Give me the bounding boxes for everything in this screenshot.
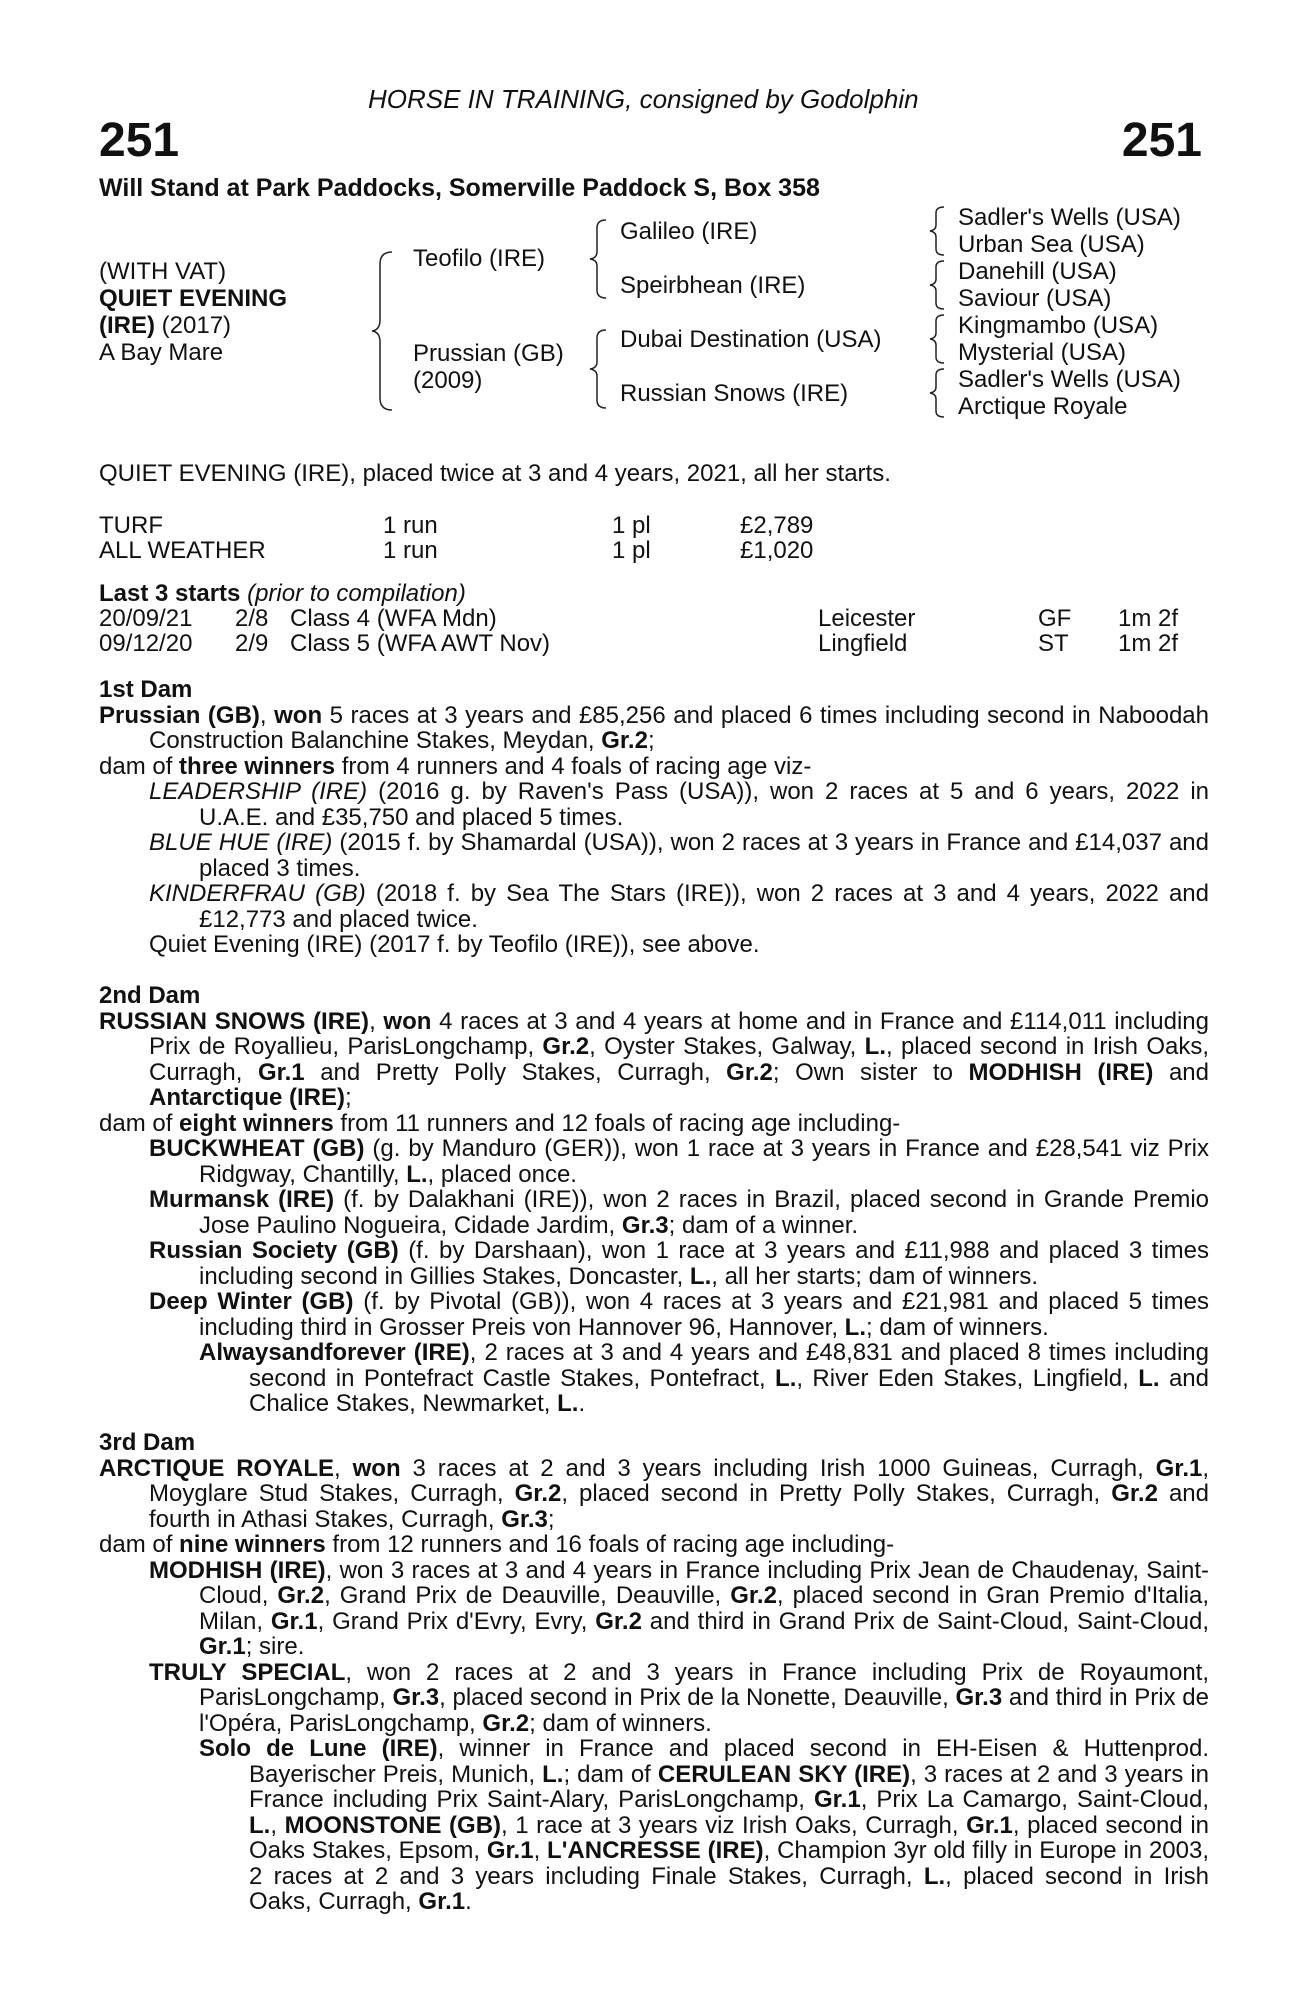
dam-sire: Dubai Destination (USA) bbox=[620, 326, 882, 353]
offspring-entry: KINDERFRAU (GB) (2018 f. by Sea The Stars (IRE)), won 2 races at 3 and 4 years, 2022 and £12,773 and placed twice. bbox=[149, 880, 1209, 933]
first-dam-heading: 1st Dam bbox=[99, 676, 193, 703]
brace-gen3-1 bbox=[928, 205, 948, 257]
brace-gen3-3 bbox=[928, 313, 948, 365]
race-summary: QUIET EVENING (IRE), placed twice at 3 and 4 years, 2021, all her starts. bbox=[99, 460, 891, 487]
record-surface: ALL WEATHER bbox=[99, 537, 266, 564]
third-dam-produce: dam of nine winners from 12 runners and 16 foals of racing age including- bbox=[99, 1531, 895, 1558]
offspring-entry: Russian Society (GB) (f. by Darshaan), won 1 race at 3 years and £11,988 and placed 3 times including second in Gillies Stakes, Doncaster, L., all her starts; dam of winners. bbox=[149, 1237, 1210, 1290]
offspring-entry: Deep Winter (GB) (f. by Pivotal (GB)), won 4 races at 3 years and £21,981 and placed 5 times including third in Grosser Preis von Hannover 96, Hannover, L.; dam of winners. bbox=[149, 1288, 1209, 1341]
start-distance: 1m 2f bbox=[1118, 605, 1179, 632]
gen3-ssd: Urban Sea (USA) bbox=[958, 231, 1145, 258]
record-runs: 1 run bbox=[383, 512, 438, 539]
start-going: GF bbox=[1038, 605, 1072, 632]
record-prize: £1,020 bbox=[740, 537, 814, 564]
start-course: Leicester bbox=[818, 605, 916, 632]
third-dam-heading: 3rd Dam bbox=[99, 1429, 196, 1456]
second-dam-produce: dam of eight winners from 11 runners and 12 foals of racing age including- bbox=[99, 1109, 901, 1137]
brace-dam-side bbox=[588, 328, 610, 410]
brace-sire-side bbox=[588, 218, 610, 300]
first-dam-produce: dam of three winners from 4 runners and 4 foals of racing age viz- bbox=[99, 752, 812, 780]
brace-gen3-2 bbox=[928, 259, 948, 311]
start-race: Class 5 (WFA AWT Nov) bbox=[290, 630, 551, 657]
brace-generation-1 bbox=[370, 250, 400, 412]
horse-country-year: (IRE) (2017) bbox=[99, 312, 232, 339]
last-starts-heading: Last 3 starts (prior to compilation) bbox=[99, 580, 466, 607]
lot-number-right: 251 bbox=[1121, 114, 1202, 167]
record-surface: TURF bbox=[99, 512, 163, 539]
start-going: ST bbox=[1038, 630, 1069, 657]
stand-location: Will Stand at Park Paddocks, Somerville Paddock S, Box 358 bbox=[99, 174, 820, 202]
sire-dam: Speirbhean (IRE) bbox=[620, 272, 806, 299]
start-date: 20/09/21 bbox=[99, 605, 193, 632]
grand-offspring-entry: Solo de Lune (IRE), winner in France and placed second in EH-Eisen & Huttenprod. Bayerischer Preis, Munich, L.; dam of CERULEAN SKY (IRE), 3 races at 2 and 3 years in France including Prix Saint-Alary, ParisLongchamp, Gr.1, Prix La Camargo, Saint-Cloud, L., MOONSTONE (GB), 1 race at 3 years viz Irish Oaks, Curragh, Gr.1, placed second in Oaks Stakes, Epsom, Gr.1, L'ANCRESSE (IRE), Champion 3yr old filly in Europe in 2003, 2 races at 2 and 3 years including Finale Stakes, Curragh, L., placed second in Irish Oaks, Curragh, Gr.1. bbox=[199, 1735, 1210, 1915]
brace-gen3-4 bbox=[928, 367, 948, 419]
start-date: 09/12/20 bbox=[99, 630, 193, 657]
horse-name: QUIET EVENING bbox=[99, 285, 288, 312]
start-distance: 1m 2f bbox=[1118, 630, 1179, 657]
offspring-entry: MODHISH (IRE), won 3 races at 3 and 4 years in France including Prix Jean de Chaudenay, Saint-Cloud, Gr.2, Grand Prix de Deauville, Deauville, Gr.2, placed second in Gran Premio d'Italia, Milan, Gr.1, Grand Prix d'Evry, Evry, Gr.2 and third in Grand Prix de Saint-Cloud, Saint-Cloud, Gr.1; sire. bbox=[149, 1556, 1210, 1660]
gen3-dss: Kingmambo (USA) bbox=[958, 312, 1159, 339]
second-dam-record: RUSSIAN SNOWS (IRE), won 4 races at 3 and 4 years at home and in France and £114,011 including Prix de Royallieu, ParisLongchamp, Gr.2, Oyster Stakes, Galway, L., placed second in Irish Oaks, Curragh, Gr.1 and Pretty Polly Stakes, Curragh, Gr.2; Own sister to MODHISH (IRE) and Antarctique (IRE); bbox=[99, 1007, 1210, 1111]
record-placings: 1 pl bbox=[612, 512, 651, 539]
start-position: 2/8 bbox=[235, 605, 269, 632]
offspring-entry: BUCKWHEAT (GB) (g. by Manduro (GER)), won 1 race at 3 years in France and £28,541 viz Prix Ridgway, Chantilly, L., placed once. bbox=[149, 1135, 1209, 1188]
first-dam-record: Prussian (GB), won 5 races at 3 years and £85,256 and placed 6 times including second in Naboodah Construction Balanchine Stakes, Meydan, Gr.2; bbox=[99, 701, 1209, 754]
vat-label: (WITH VAT) bbox=[99, 258, 227, 285]
sire: Teofilo (IRE) bbox=[413, 245, 546, 272]
sire-sire: Galileo (IRE) bbox=[620, 218, 758, 245]
lot-number-left: 251 bbox=[99, 114, 180, 167]
offspring-entry: TRULY SPECIAL, won 2 races at 2 and 3 years in France including Prix de Royaumont, ParisLongchamp, Gr.3, placed second in Prix de la Nonette, Deauville, Gr.3 and third in Prix de l'Opéra, ParisLongchamp, Gr.2; dam of winners. bbox=[149, 1658, 1210, 1737]
third-dam-section bbox=[99, 1430, 1209, 1915]
offspring-entry: BLUE HUE (IRE) (2015 f. by Shamardal (USA)), won 2 races at 3 years in France and £14,037 and placed 3 times. bbox=[149, 829, 1209, 882]
gen3-sss: Sadler's Wells (USA) bbox=[958, 204, 1181, 231]
gen3-ddd: Arctique Royale bbox=[958, 393, 1128, 420]
offspring-entry: Quiet Evening (IRE) (2017 f. by Teofilo (IRE)), see above. bbox=[149, 931, 760, 958]
gen3-sds: Danehill (USA) bbox=[958, 258, 1117, 285]
record-runs: 1 run bbox=[383, 537, 438, 564]
second-dam-section bbox=[99, 983, 1209, 1417]
record-placings: 1 pl bbox=[612, 537, 651, 564]
grand-offspring-entry: Alwaysandforever (IRE), 2 races at 3 and 4 years and £48,831 and placed 8 times including second in Pontefract Castle Stakes, Pontefract, L., River Eden Stakes, Lingfield, L. and Chalice Stakes, Newmarket, L.. bbox=[199, 1339, 1210, 1417]
offspring-entry: LEADERSHIP (IRE) (2016 g. by Raven's Pass (USA)), won 2 races at 5 and 6 years, 2022 in U.A.E. and £35,750 and placed 5 times. bbox=[149, 778, 1210, 831]
start-race: Class 4 (WFA Mdn) bbox=[290, 605, 497, 632]
gen3-sdd: Saviour (USA) bbox=[958, 285, 1112, 312]
dam: Prussian (GB) bbox=[413, 340, 564, 367]
gen3-dsd: Mysterial (USA) bbox=[958, 339, 1127, 366]
dam-year: (2009) bbox=[413, 367, 483, 394]
dam-dam: Russian Snows (IRE) bbox=[620, 380, 849, 407]
start-position: 2/9 bbox=[235, 630, 269, 657]
consignor-line: HORSE IN TRAINING, consigned by Godolphin bbox=[368, 84, 919, 114]
third-dam-record: ARCTIQUE ROYALE, won 3 races at 2 and 3 years including Irish 1000 Guineas, Curragh, Gr.1, Moyglare Stud Stakes, Curragh, Gr.2, placed second in Pretty Polly Stakes, Curragh, Gr.2 and fourth in Athasi Stakes, Curragh, Gr.3; bbox=[99, 1454, 1210, 1533]
record-prize: £2,789 bbox=[740, 512, 814, 539]
gen3-dds: Sadler's Wells (USA) bbox=[958, 366, 1181, 393]
start-course: Lingfield bbox=[818, 630, 908, 657]
offspring-entry: Murmansk (IRE) (f. by Dalakhani (IRE)), won 2 races in Brazil, placed second in Grande Premio Jose Paulino Nogueira, Cidade Jardim, Gr.3; dam of a winner. bbox=[149, 1186, 1209, 1239]
second-dam-heading: 2nd Dam bbox=[99, 982, 201, 1009]
first-dam-section bbox=[99, 677, 1209, 958]
horse-description: A Bay Mare bbox=[99, 339, 224, 366]
